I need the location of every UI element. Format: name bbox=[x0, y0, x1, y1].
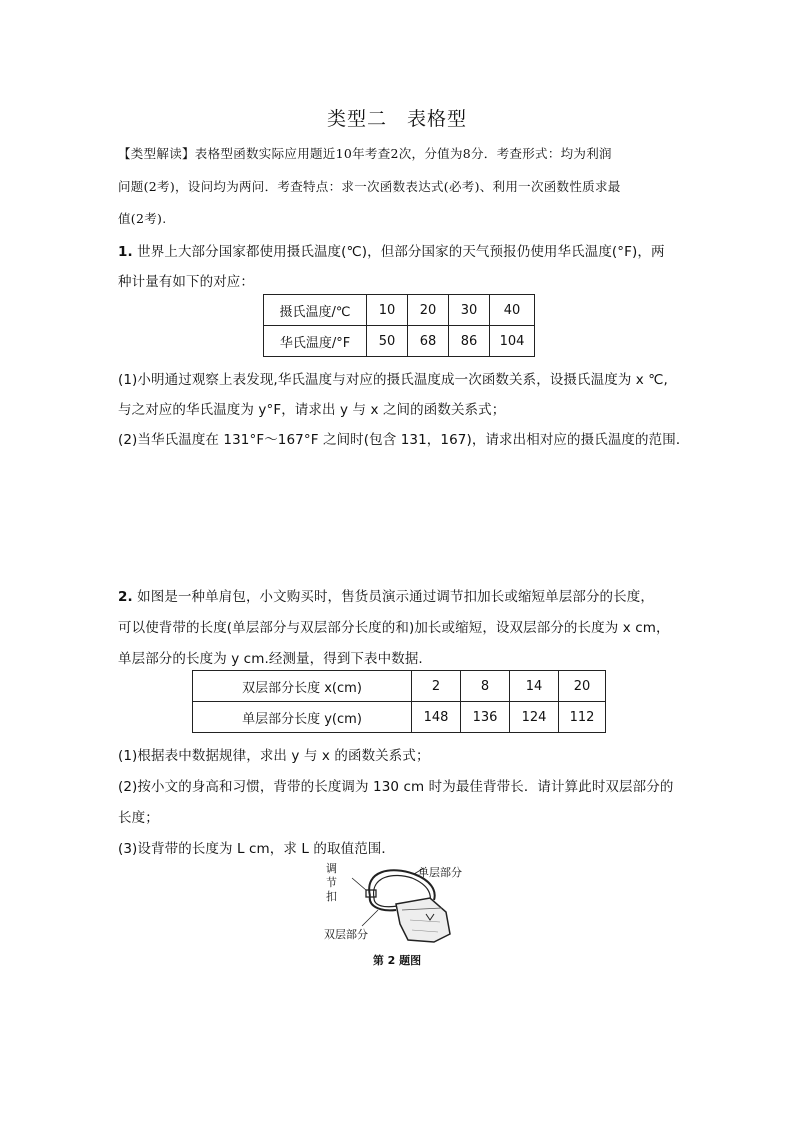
table-cell: 2 bbox=[412, 671, 461, 702]
table-cell: 124 bbox=[510, 702, 559, 733]
q1-line-1 bbox=[118, 240, 665, 260]
table-row bbox=[193, 702, 606, 733]
table-row bbox=[264, 326, 535, 357]
label-double-layer: 双层部分 bbox=[324, 928, 368, 941]
label-buckle-3: 扣 bbox=[326, 890, 337, 903]
table-cell: 单层部分长度 y(cm) bbox=[193, 702, 412, 733]
label-buckle-1: 调 bbox=[326, 862, 337, 875]
table-cell: 148 bbox=[412, 702, 461, 733]
table-cell: 20 bbox=[559, 671, 606, 702]
table-cell: 10 bbox=[367, 295, 408, 326]
table-cell: 40 bbox=[490, 295, 535, 326]
table-cell: 104 bbox=[490, 326, 535, 357]
table-cell: 136 bbox=[461, 702, 510, 733]
intro-line-3: 值(2考). bbox=[118, 211, 167, 226]
table-row bbox=[264, 295, 535, 326]
q2-line-2: 可以使背带的长度(单层部分与双层部分长度的和)加长或缩短，设双层部分的长度为 x cm， bbox=[118, 620, 670, 636]
q2-part2-line-2: 长度； bbox=[118, 810, 159, 826]
table-cell: 112 bbox=[559, 702, 606, 733]
q2-number: 2. bbox=[118, 589, 133, 605]
table-cell: 14 bbox=[510, 671, 559, 702]
q1-part1-line-1: (1)小明通过观察上表发现,华氏温度与对应的摄氏温度成一次函数关系，设摄氏温度为 x ℃, bbox=[118, 372, 668, 388]
table-cell: 8 bbox=[461, 671, 510, 702]
table-cell: 86 bbox=[449, 326, 490, 357]
table-cell: 摄氏温度/℃ bbox=[264, 295, 367, 326]
table-cell: 30 bbox=[449, 295, 490, 326]
table-row bbox=[193, 671, 606, 702]
q1-table bbox=[263, 294, 535, 357]
q1-part2-line-1: (2)当华氏温度在 131°F～167°F 之间时(包含 131，167)，请求出相对应的摄氏温度的范围． bbox=[118, 432, 690, 448]
label-buckle-2: 节 bbox=[326, 876, 337, 889]
q2-line-1 bbox=[118, 585, 654, 605]
q2-table bbox=[192, 670, 606, 733]
q1-line-2: 种计量有如下的对应： bbox=[118, 274, 254, 290]
intro-line-2: 问题(2考)，设问均为两问．考查特点：求一次函数表达式(必考)、利用一次函数性质求最 bbox=[118, 179, 621, 194]
table-cell: 华氏温度/°F bbox=[264, 326, 367, 357]
q1-number: 1. bbox=[118, 244, 133, 260]
q1-part1-line-2: 与之对应的华氏温度为 y°F，请求出 y 与 x 之间的函数关系式； bbox=[118, 402, 506, 418]
table-cell: 50 bbox=[367, 326, 408, 357]
q2-text-1: 如图是一种单肩包，小文购买时，售货员演示通过调节扣加长或缩短单层部分的长度， bbox=[137, 589, 654, 605]
table-cell: 双层部分长度 x(cm) bbox=[193, 671, 412, 702]
table-cell: 20 bbox=[408, 295, 449, 326]
table-cell: 68 bbox=[408, 326, 449, 357]
intro-line-1: 【类型解读】表格型函数实际应用题近10年考查2次，分值为8分．考查形式：均为利润 bbox=[118, 146, 612, 161]
q2-part3: (3)设背带的长度为 L cm，求 L 的取值范围． bbox=[118, 841, 396, 857]
shoulder-bag-figure bbox=[322, 860, 472, 948]
figure-caption: 第 2 题图 bbox=[372, 954, 422, 967]
label-single-layer: 单层部分 bbox=[418, 866, 462, 879]
section-title: 类型二 表格型 bbox=[326, 108, 467, 130]
q2-part2-line-1: (2)按小文的身高和习惯，背带的长度调为 130 cm 时为最佳背带长．请计算此时双层部分的 bbox=[118, 779, 674, 795]
q2-line-3: 单层部分的长度为 y cm.经测量，得到下表中数据. bbox=[118, 651, 423, 667]
q1-text-1: 世界上大部分国家都使用摄氏温度(℃)，但部分国家的天气预报仍使用华氏温度(°F)，两 bbox=[137, 244, 665, 260]
q2-part1: (1)根据表中数据规律，求出 y 与 x 的函数关系式； bbox=[118, 748, 430, 764]
